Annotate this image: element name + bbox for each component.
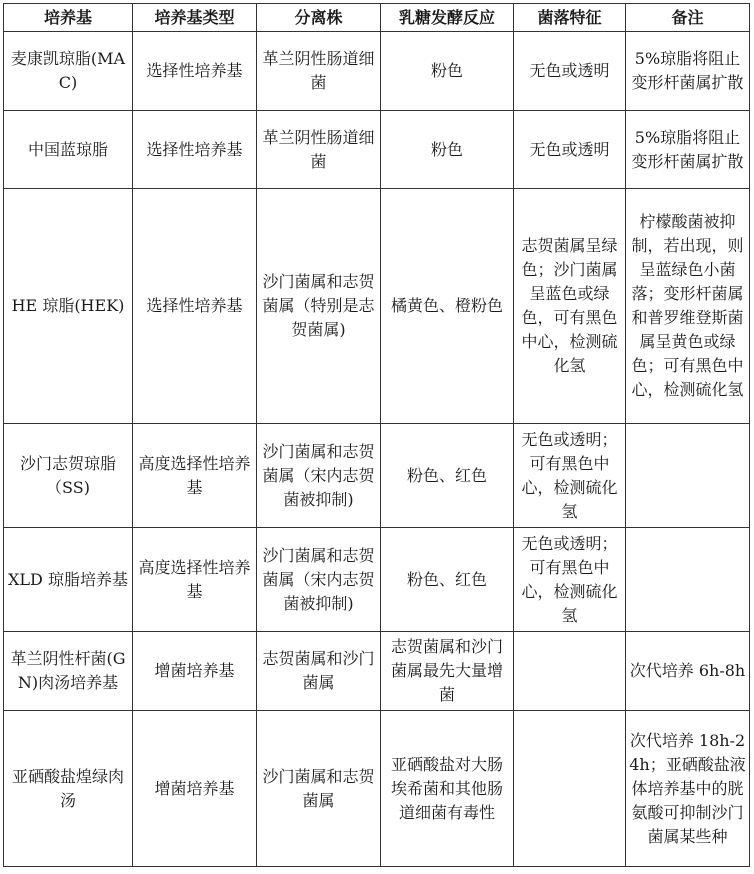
cell-note: 次代培养 6h-8h <box>626 632 750 711</box>
culture-media-table <box>3 3 750 867</box>
cell-medium: 中国蓝琼脂 <box>4 111 133 189</box>
cell-type: 选择性培养基 <box>133 111 257 189</box>
table-row <box>4 189 750 424</box>
cell-note: 5%琼脂将阻止变形杆菌属扩散 <box>626 111 750 189</box>
header-medium: 培养基 <box>4 4 133 32</box>
table-row <box>4 528 750 632</box>
cell-isolate: 革兰阴性肠道细菌 <box>257 32 381 111</box>
cell-medium: 麦康凯琼脂(MAC) <box>4 32 133 111</box>
table-header <box>4 4 750 32</box>
cell-colony: 无色或透明 <box>514 111 626 189</box>
cell-lactose: 粉色 <box>381 32 514 111</box>
cell-lactose: 粉色 <box>381 111 514 189</box>
header-row <box>4 4 750 32</box>
cell-type: 高度选择性培养基 <box>133 528 257 632</box>
cell-colony: 无色或透明；可有黑色中心，检测硫化氢 <box>514 424 626 528</box>
table-row <box>4 632 750 711</box>
table-row <box>4 32 750 111</box>
cell-isolate: 沙门菌属和志贺菌属（宋内志贺菌被抑制) <box>257 528 381 632</box>
header-notes: 备注 <box>626 4 750 32</box>
header-colony-features: 菌落特征 <box>514 4 626 32</box>
cell-note <box>626 424 750 528</box>
cell-medium: 沙门志贺琼脂（SS) <box>4 424 133 528</box>
cell-colony: 无色或透明；可有黑色中心，检测硫化氢 <box>514 528 626 632</box>
cell-isolate: 沙门菌属和志贺菌属（特别是志贺菌属) <box>257 189 381 424</box>
cell-lactose: 粉色、红色 <box>381 528 514 632</box>
cell-isolate: 志贺菌属和沙门菌属 <box>257 632 381 711</box>
cell-note: 次代培养 18h-24h；亚硒酸盐液体培养基中的胱氨酸可抑制沙门菌属某些种 <box>626 711 750 867</box>
cell-colony <box>514 632 626 711</box>
cell-note <box>626 528 750 632</box>
table-row <box>4 424 750 528</box>
cell-medium: 革兰阴性杆菌(GN)肉汤培养基 <box>4 632 133 711</box>
cell-type: 选择性培养基 <box>133 32 257 111</box>
cell-lactose: 志贺菌属和沙门菌属最先大量增菌 <box>381 632 514 711</box>
cell-colony: 志贺菌属呈绿色；沙门菌属呈蓝色或绿色，可有黑色中心，检测硫化氢 <box>514 189 626 424</box>
cell-lactose: 橘黄色、橙粉色 <box>381 189 514 424</box>
cell-type: 增菌培养基 <box>133 632 257 711</box>
table-row <box>4 711 750 867</box>
cell-type: 高度选择性培养基 <box>133 424 257 528</box>
header-medium-type: 培养基类型 <box>133 4 257 32</box>
cell-lactose: 粉色、红色 <box>381 424 514 528</box>
cell-note: 5%琼脂将阻止变形杆菌属扩散 <box>626 32 750 111</box>
cell-isolate: 革兰阴性肠道细菌 <box>257 111 381 189</box>
cell-colony: 无色或透明 <box>514 32 626 111</box>
cell-type: 增菌培养基 <box>133 711 257 867</box>
cell-isolate: 沙门菌属和志贺菌属（宋内志贺菌被抑制) <box>257 424 381 528</box>
cell-medium: 亚硒酸盐煌绿肉汤 <box>4 711 133 867</box>
header-isolate: 分离株 <box>257 4 381 32</box>
cell-medium: XLD 琼脂培养基 <box>4 528 133 632</box>
table-body <box>4 32 750 867</box>
header-lactose-reaction: 乳糖发酵反应 <box>381 4 514 32</box>
cell-medium: HE 琼脂(HEK) <box>4 189 133 424</box>
cell-colony <box>514 711 626 867</box>
cell-isolate: 沙门菌属和志贺菌属 <box>257 711 381 867</box>
table-row <box>4 111 750 189</box>
cell-lactose: 亚硒酸盐对大肠埃希菌和其他肠道细菌有毒性 <box>381 711 514 867</box>
cell-type: 选择性培养基 <box>133 189 257 424</box>
cell-note: 柠檬酸菌被抑制，若出现，则呈蓝绿色小菌落；变形杆菌属和普罗维登斯菌属呈黄色或绿色；可有黑色中心，检测硫化氢 <box>626 189 750 424</box>
